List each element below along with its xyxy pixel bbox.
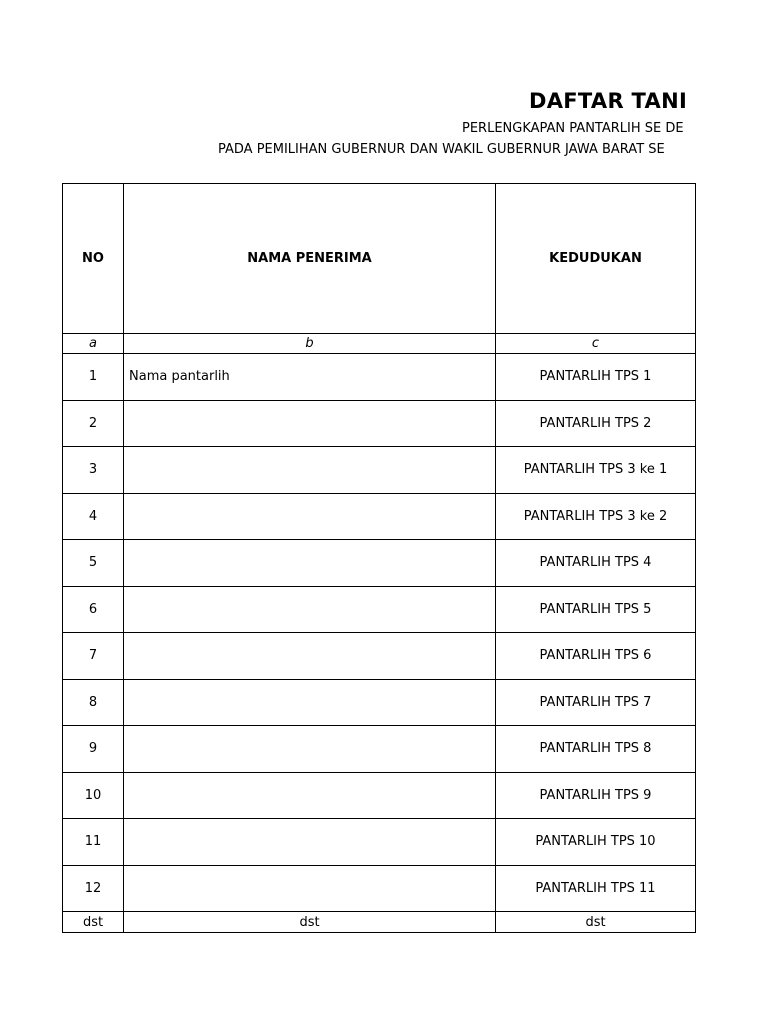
recipient-name: Nama pantarlih bbox=[124, 354, 496, 401]
row-number: 11 bbox=[63, 819, 124, 866]
table-row bbox=[63, 354, 696, 401]
row-number: 12 bbox=[63, 865, 124, 912]
header-no: NO bbox=[63, 184, 124, 334]
recipient-name bbox=[124, 679, 496, 726]
row-number: 3 bbox=[63, 447, 124, 494]
recipient-name bbox=[124, 865, 496, 912]
table-row bbox=[63, 633, 696, 680]
row-number: 8 bbox=[63, 679, 124, 726]
row-number: 10 bbox=[63, 772, 124, 819]
row-number: 6 bbox=[63, 586, 124, 633]
header-nama-penerima: NAMA PENERIMA bbox=[124, 184, 496, 334]
table-row bbox=[63, 493, 696, 540]
table-row bbox=[63, 679, 696, 726]
table-row bbox=[63, 586, 696, 633]
recipient-name bbox=[124, 633, 496, 680]
recipient-position: PANTARLIH TPS 3 ke 1 bbox=[496, 447, 696, 494]
recipient-name bbox=[124, 726, 496, 773]
table-row bbox=[63, 819, 696, 866]
recipient-name bbox=[124, 540, 496, 587]
document-title: DAFTAR TANI bbox=[529, 89, 688, 113]
row-number: 1 bbox=[63, 354, 124, 401]
recipient-position: PANTARLIH TPS 8 bbox=[496, 726, 696, 773]
recipient-position: PANTARLIH TPS 4 bbox=[496, 540, 696, 587]
recipient-position: PANTARLIH TPS 6 bbox=[496, 633, 696, 680]
header-kedudukan: KEDUDUKAN bbox=[496, 184, 696, 334]
recipient-name bbox=[124, 586, 496, 633]
recipient-position: PANTARLIH TPS 1 bbox=[496, 354, 696, 401]
table-header-row bbox=[63, 184, 696, 334]
table-row bbox=[63, 865, 696, 912]
recipient-position: PANTARLIH TPS 5 bbox=[496, 586, 696, 633]
recipient-position: PANTARLIH TPS 11 bbox=[496, 865, 696, 912]
recipient-name bbox=[124, 447, 496, 494]
recipient-name bbox=[124, 819, 496, 866]
row-number: 7 bbox=[63, 633, 124, 680]
row-number: 9 bbox=[63, 726, 124, 773]
recipient-position: PANTARLIH TPS 3 ke 2 bbox=[496, 493, 696, 540]
recipient-position: PANTARLIH TPS 2 bbox=[496, 400, 696, 447]
column-letter-a: a bbox=[63, 334, 124, 354]
continuation-name: dst bbox=[124, 912, 496, 933]
row-number: 4 bbox=[63, 493, 124, 540]
document-subtitle-2: PADA PEMILIHAN GUBERNUR DAN WAKIL GUBERNUR JAWA BARAT SE bbox=[218, 142, 665, 157]
continuation-row bbox=[63, 912, 696, 933]
recipient-name bbox=[124, 400, 496, 447]
recipient-table bbox=[62, 183, 696, 933]
table-row bbox=[63, 772, 696, 819]
row-number: 5 bbox=[63, 540, 124, 587]
recipient-name bbox=[124, 493, 496, 540]
continuation-no: dst bbox=[63, 912, 124, 933]
table-row bbox=[63, 726, 696, 773]
document-subtitle-1: PERLENGKAPAN PANTARLIH SE DE bbox=[462, 121, 684, 136]
recipient-position: PANTARLIH TPS 7 bbox=[496, 679, 696, 726]
recipient-name bbox=[124, 772, 496, 819]
column-letter-row bbox=[63, 334, 696, 354]
table-row bbox=[63, 400, 696, 447]
recipient-position: PANTARLIH TPS 10 bbox=[496, 819, 696, 866]
continuation-position: dst bbox=[496, 912, 696, 933]
column-letter-b: b bbox=[124, 334, 496, 354]
recipient-position: PANTARLIH TPS 9 bbox=[496, 772, 696, 819]
row-number: 2 bbox=[63, 400, 124, 447]
table-row bbox=[63, 540, 696, 587]
table-row bbox=[63, 447, 696, 494]
column-letter-c: c bbox=[496, 334, 696, 354]
